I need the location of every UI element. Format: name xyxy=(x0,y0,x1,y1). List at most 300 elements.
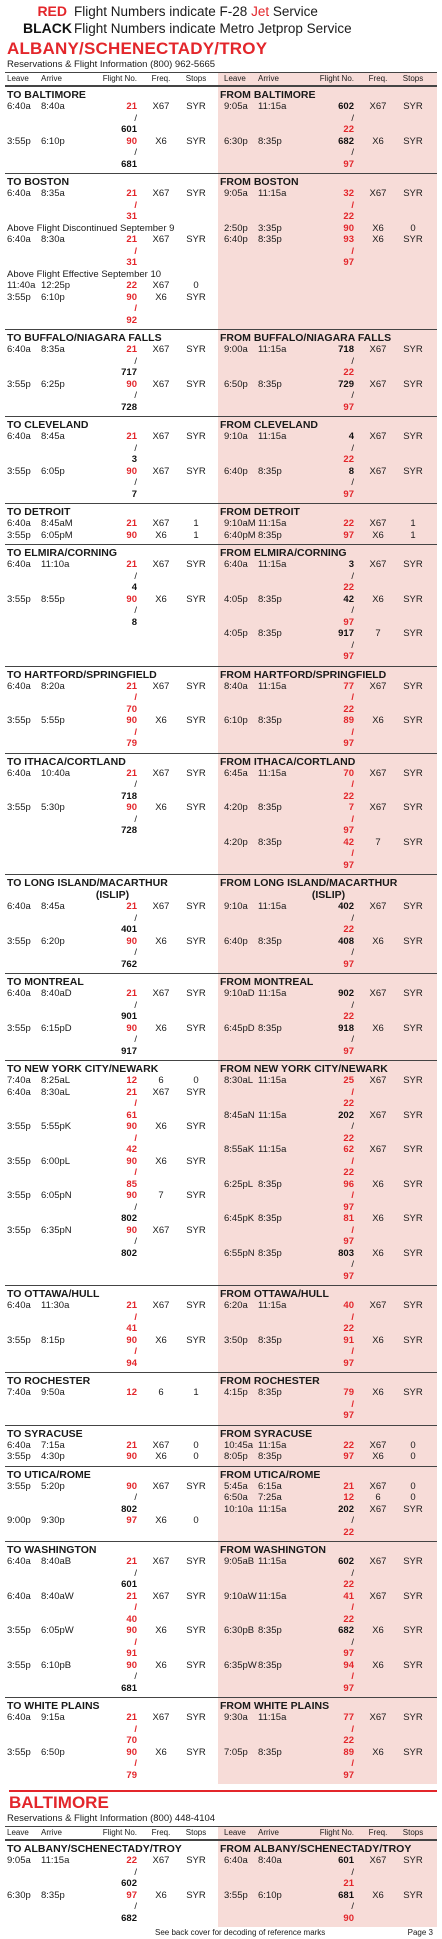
jetprop-flight-number: 682 xyxy=(338,1625,354,1636)
frequency: X67 xyxy=(369,1590,387,1602)
arrive-time: 9:50a xyxy=(41,1387,65,1398)
leave-time: 5:45a xyxy=(224,1480,248,1492)
jet-flight-number: 12 xyxy=(126,1075,137,1086)
flight-row xyxy=(5,1660,218,1695)
jet-flight-number: 21 xyxy=(126,988,137,999)
stops: SYR xyxy=(403,1109,423,1121)
leave-time: 10:10a xyxy=(224,1503,254,1515)
frequency: X6 xyxy=(372,1247,384,1259)
jet-flight-number: 90 xyxy=(126,1334,137,1346)
frequency: X6 xyxy=(155,1121,167,1132)
stops: SYR xyxy=(186,1746,206,1758)
route-title xyxy=(218,176,437,188)
flight-separator: / xyxy=(134,605,137,616)
flight-number xyxy=(87,1387,143,1399)
legend-red-line xyxy=(23,3,318,20)
legend-red-prefix: Flight Numbers indicate F-28 xyxy=(74,4,252,19)
stops: SYR xyxy=(186,1889,206,1901)
jet-flight-number: 97 xyxy=(343,488,354,500)
route-note: Above Flight Discontinued September 9 xyxy=(7,222,175,234)
route-title-text: FROM ELMIRA/CORNING xyxy=(220,547,347,559)
jet-flight-number: 90 xyxy=(126,378,137,390)
leave-time: 3:55p xyxy=(7,1121,31,1132)
stops: SYR xyxy=(186,1155,206,1167)
route-title-text: TO OTTAWA/HULL xyxy=(7,1288,100,1300)
arrive-time: 8:35a xyxy=(41,344,65,355)
route-title-text: TO HARTFORD/SPRINGFIELD xyxy=(7,668,157,681)
jet-flight-number: 21 xyxy=(126,1590,137,1602)
arrive-time: 6:10pB xyxy=(41,1659,72,1671)
jet-flight-number: 22 xyxy=(126,1855,137,1866)
arrive-time: 11:15a xyxy=(258,101,287,112)
arrive-time: 11:15a xyxy=(258,1075,287,1086)
jet-flight-number: 22 xyxy=(343,454,354,465)
route-title xyxy=(5,877,218,901)
flight-separator: / xyxy=(351,848,354,859)
jet-flight-number: 77 xyxy=(343,1712,354,1723)
jet-flight-number: 77 xyxy=(343,680,354,692)
arrive-time: 6:00pL xyxy=(41,1155,71,1167)
flight-row xyxy=(5,466,218,501)
leave-time: 6:40p xyxy=(224,935,248,947)
route-title xyxy=(218,669,437,681)
stops: SYR xyxy=(186,378,206,390)
flight-row xyxy=(218,1747,437,1782)
jet-flight-number: 97 xyxy=(343,158,354,170)
jet-flight-number: 90 xyxy=(126,1121,137,1132)
stops: SYR xyxy=(186,715,206,726)
flight-row xyxy=(218,1625,437,1660)
leave-time: 3:55p xyxy=(7,1746,31,1758)
frequency: 7 xyxy=(375,836,381,848)
leave-time: 3:55p xyxy=(7,1334,31,1346)
frequency: X6 xyxy=(372,529,384,541)
stops: SYR xyxy=(186,465,206,477)
jet-flight-number: 21 xyxy=(126,234,137,245)
flight-number xyxy=(87,1440,143,1452)
frequency: X67 xyxy=(152,680,170,692)
jet-flight-number: 90 xyxy=(126,291,137,303)
arrive-time: 8:35p xyxy=(258,1334,282,1346)
jet-flight-number-2: 97 xyxy=(343,257,354,268)
frequency: X6 xyxy=(372,1451,384,1462)
arrive-time: 6:35pN xyxy=(41,1224,72,1236)
stops: SYR xyxy=(403,1334,423,1346)
flight-separator: / xyxy=(134,1098,137,1109)
flight-separator: / xyxy=(351,199,354,211)
flight-row xyxy=(218,988,437,1023)
flight-number xyxy=(304,559,360,594)
jet-flight-number-2: 31 xyxy=(126,257,137,268)
jet-flight-number-2: 97 xyxy=(343,825,354,836)
flight-number xyxy=(87,681,143,716)
jet-flight-number: 97 xyxy=(126,1889,137,1901)
stops: SYR xyxy=(186,1712,206,1723)
frequency: X67 xyxy=(369,188,387,199)
flight-number xyxy=(87,188,143,223)
jet-flight-number: 90 xyxy=(126,1190,137,1201)
arrive-time: 11:15a xyxy=(258,518,287,529)
jet-flight-number-2: 91 xyxy=(126,1648,137,1659)
stops: SYR xyxy=(186,1086,206,1098)
leave-time: 6:45pK xyxy=(224,1213,255,1224)
flight-separator: / xyxy=(351,1311,354,1323)
jet-flight-number: 70 xyxy=(343,767,354,779)
stops: SYR xyxy=(403,628,423,639)
flight-row xyxy=(5,936,218,971)
flight-number xyxy=(304,1481,360,1493)
jetprop-flight-number: 717 xyxy=(121,367,137,378)
route-section xyxy=(218,1060,437,1285)
arrive-time: 8:30aL xyxy=(41,1086,71,1098)
route-title xyxy=(218,1469,437,1481)
jet-flight-number: 81 xyxy=(343,1213,354,1224)
flight-separator: / xyxy=(351,112,354,124)
flight-number xyxy=(304,1300,360,1335)
column-header-leave: Leave xyxy=(224,74,246,83)
leave-time: 9:10aW xyxy=(224,1590,257,1602)
route-note: Above Flight Effective September 10 xyxy=(7,268,162,280)
leave-time: 3:55p xyxy=(7,1224,31,1236)
jet-flight-number: 22 xyxy=(126,280,137,291)
frequency: X67 xyxy=(152,518,170,529)
frequency: 7 xyxy=(158,1190,164,1201)
route-title-text: TO NEW YORK CITY/NEWARK xyxy=(7,1063,159,1075)
flight-number xyxy=(304,837,360,872)
frequency: X67 xyxy=(152,988,170,999)
flight-row xyxy=(218,1855,437,1890)
leave-time: 4:15p xyxy=(224,1387,248,1398)
frequency: X67 xyxy=(152,344,170,355)
jet-flight-number: 90 xyxy=(126,1746,137,1758)
jet-flight-number: 22 xyxy=(343,1579,354,1590)
flight-number xyxy=(87,1855,143,1890)
jet-flight-number: 21 xyxy=(126,1712,137,1723)
jet-flight-number-2: 92 xyxy=(126,314,137,326)
column-header-flight: Flight No. xyxy=(102,1828,137,1837)
route-title-text: FROM WHITE PLAINS xyxy=(220,1700,330,1712)
frequency: X67 xyxy=(152,1439,170,1451)
arrive-time: 6:20p xyxy=(41,935,65,947)
flight-separator: / xyxy=(351,1398,354,1410)
flight-separator: / xyxy=(134,477,137,488)
leave-time: 3:55p xyxy=(7,1659,31,1671)
flight-row xyxy=(5,188,218,223)
flight-separator: / xyxy=(351,1758,354,1769)
frequency: X6 xyxy=(372,1178,384,1190)
leave-time: 8:40a xyxy=(224,680,248,692)
frequency: X67 xyxy=(369,559,387,570)
frequency: X67 xyxy=(369,101,387,112)
frequency: X6 xyxy=(372,1334,384,1346)
frequency: X67 xyxy=(152,1086,170,1098)
route-title xyxy=(5,1375,218,1387)
leave-time: 9:05a xyxy=(224,188,248,199)
route-subtitle: (ISLIP) xyxy=(95,889,130,901)
flight-row xyxy=(218,101,437,136)
flight-row xyxy=(218,1248,437,1283)
jetprop-flight-number: 917 xyxy=(121,1045,137,1057)
leave-time: 6:40a xyxy=(7,1712,31,1723)
flight-number xyxy=(304,1387,360,1422)
stops: SYR xyxy=(186,988,206,999)
route-title-text: TO BALTIMORE xyxy=(7,89,86,101)
frequency: X6 xyxy=(155,1515,167,1526)
flight-number xyxy=(87,1481,143,1516)
frequency: X6 xyxy=(155,291,167,303)
route-section xyxy=(5,1060,218,1262)
arrive-time: 8:30a xyxy=(41,234,65,245)
arrive-time: 8:35p xyxy=(258,802,282,813)
leave-time: 9:00a xyxy=(224,344,248,355)
arrive-time: 8:25aL xyxy=(41,1075,71,1086)
flight-number xyxy=(87,1087,143,1122)
leave-time: 6:40a xyxy=(7,1590,31,1602)
frequency: X67 xyxy=(152,431,170,442)
flight-separator: / xyxy=(351,813,354,825)
frequency: X6 xyxy=(155,1625,167,1636)
jetprop-flight-number: 202 xyxy=(338,1503,354,1515)
arrive-time: 6:10p xyxy=(41,135,65,147)
column-header-stops: Stops xyxy=(402,1828,424,1837)
baltimore-title: BALTIMORE xyxy=(9,1790,437,1812)
flight-row xyxy=(5,280,218,292)
jet-flight-number: 42 xyxy=(343,836,354,848)
column-header-leave: Leave xyxy=(7,1828,29,1837)
flight-number xyxy=(304,936,360,971)
frequency: X6 xyxy=(372,1022,384,1034)
arrive-time: 8:35p xyxy=(258,1746,282,1758)
leave-time: 3:55p xyxy=(7,935,31,947)
flight-separator: / xyxy=(134,1492,137,1503)
flight-number xyxy=(87,559,143,594)
leave-time: 6:50a xyxy=(224,1492,248,1503)
frequency: X67 xyxy=(152,1300,170,1311)
jetprop-flight-number: 402 xyxy=(338,901,354,912)
flight-number xyxy=(304,1023,360,1058)
flight-number xyxy=(304,518,360,530)
stops: SYR xyxy=(186,431,206,442)
frequency: X6 xyxy=(155,1746,167,1758)
jetprop-flight-number: 681 xyxy=(121,1682,137,1694)
stops: SYR xyxy=(403,1712,423,1723)
column-header-arrive: Arrive xyxy=(258,1828,279,1837)
jet-flight-number-2: 70 xyxy=(126,703,137,715)
stops: SYR xyxy=(186,101,206,112)
flight-separator: / xyxy=(134,1758,137,1769)
route-title xyxy=(218,547,437,559)
flight-number xyxy=(87,292,143,327)
frequency: X6 xyxy=(372,1625,384,1636)
frequency: X67 xyxy=(152,1224,170,1236)
frequency: X67 xyxy=(152,1556,170,1567)
frequency: X6 xyxy=(372,935,384,947)
leave-time: 3:50p xyxy=(224,1334,248,1346)
frequency: 6 xyxy=(158,1075,164,1086)
stops: SYR xyxy=(186,559,206,570)
leave-time: 3:55p xyxy=(7,715,31,726)
jet-flight-number-2: 22 xyxy=(343,703,354,715)
route-section xyxy=(5,86,218,173)
jetprop-flight-number: 4 xyxy=(131,582,137,593)
stops: SYR xyxy=(403,378,423,390)
leave-time: 3:55p xyxy=(7,1155,31,1167)
frequency: X6 xyxy=(372,1213,384,1224)
flight-separator: / xyxy=(351,1155,354,1167)
route-section xyxy=(5,329,218,416)
flight-row xyxy=(218,559,437,594)
frequency: X67 xyxy=(152,1712,170,1723)
flight-row xyxy=(218,1660,437,1695)
flight-number xyxy=(304,466,360,501)
arrive-time: 8:35p xyxy=(258,935,282,947)
route-section xyxy=(218,416,437,503)
jetprop-flight-number: 803 xyxy=(338,1247,354,1259)
flight-number xyxy=(304,1556,360,1591)
stops: SYR xyxy=(403,431,423,442)
jetprop-flight-number: 8 xyxy=(131,616,137,628)
route-title-text: TO BUFFALO/NIAGARA FALLS xyxy=(7,332,162,344)
frequency: X6 xyxy=(155,1889,167,1901)
leave-time: 6:40a xyxy=(7,1086,31,1098)
stops: SYR xyxy=(186,593,206,605)
flight-number xyxy=(87,802,143,837)
route-title-text: FROM MONTREAL xyxy=(220,976,314,988)
arrive-time: 11:15a xyxy=(258,1712,287,1723)
frequency: X67 xyxy=(369,1075,387,1086)
flight-row xyxy=(218,234,437,269)
flight-separator: / xyxy=(351,477,354,488)
route-section xyxy=(218,329,437,416)
stops: 1 xyxy=(410,518,416,529)
frequency: X6 xyxy=(372,1889,384,1901)
flight-number xyxy=(304,988,360,1023)
route-section xyxy=(218,1372,437,1425)
jetprop-flight-number: 802 xyxy=(121,1247,137,1259)
flight-number xyxy=(304,1335,360,1370)
leave-time: 6:40a xyxy=(7,559,31,570)
jet-flight-number: 21 xyxy=(126,518,137,529)
flight-row xyxy=(5,234,218,269)
flight-separator: / xyxy=(351,1086,354,1098)
frequency: X67 xyxy=(369,344,387,355)
flight-separator: / xyxy=(134,390,137,401)
flight-separator: / xyxy=(134,1866,137,1878)
jet-flight-number: 97 xyxy=(126,1515,137,1526)
baltimore-reservations: Reservations & Flight Information (800) 448-4104 xyxy=(7,1813,216,1824)
route-title xyxy=(218,756,437,768)
route-section xyxy=(218,666,437,753)
flight-number xyxy=(304,431,360,466)
arrive-time: 10:40a xyxy=(41,767,71,779)
column-header-row xyxy=(218,72,437,86)
jet-flight-number-2: 79 xyxy=(126,738,137,749)
jet-flight-number-2: 22 xyxy=(343,211,354,222)
jet-flight-number: 79 xyxy=(343,1387,354,1398)
flight-separator: / xyxy=(134,947,137,958)
stops: SYR xyxy=(186,188,206,199)
flight-row xyxy=(218,1481,437,1493)
route-title-text: TO SYRACUSE xyxy=(7,1427,83,1440)
stops: SYR xyxy=(403,101,423,112)
jetprop-flight-number: 918 xyxy=(338,1022,354,1034)
flight-number xyxy=(304,1248,360,1283)
jetprop-flight-number: 602 xyxy=(121,1878,137,1889)
jet-flight-number: 97 xyxy=(343,401,354,413)
stops: SYR xyxy=(403,1213,423,1224)
route-title-text: TO ITHACA/CORTLAND xyxy=(7,755,126,768)
flight-row xyxy=(5,1747,218,1782)
jet-flight-number: 12 xyxy=(126,1387,137,1398)
arrive-time: 11:15a xyxy=(258,431,287,442)
flight-number xyxy=(304,1504,360,1539)
stops: SYR xyxy=(186,1300,206,1311)
frequency: X6 xyxy=(155,1451,167,1462)
leave-time: 9:05a xyxy=(7,1855,31,1866)
leave-time: 7:40a xyxy=(7,1387,31,1398)
route-title-text: FROM NEW YORK CITY/NEWARK xyxy=(220,1063,388,1075)
jet-flight-number: 97 xyxy=(343,529,354,541)
leave-time: 10:45a xyxy=(224,1439,254,1451)
jet-flight-number: 21 xyxy=(126,1439,137,1451)
flight-row xyxy=(218,379,437,414)
column-header-leave: Leave xyxy=(224,1828,246,1837)
column-header-row xyxy=(218,1826,437,1840)
jetprop-flight-number: 762 xyxy=(121,958,137,970)
leave-time: 9:10a xyxy=(224,431,248,442)
frequency: X6 xyxy=(372,234,384,245)
frequency: X67 xyxy=(369,1556,387,1567)
jet-flight-number: 90 xyxy=(126,465,137,477)
flight-row xyxy=(218,594,437,629)
flight-row xyxy=(218,628,437,663)
leave-time: 6:40a xyxy=(7,680,31,692)
jetprop-flight-number: 602 xyxy=(338,101,354,112)
arrive-time: 8:35p xyxy=(258,1022,282,1034)
frequency: X6 xyxy=(372,1659,384,1671)
flight-row xyxy=(5,594,218,629)
arrive-time: 11:15a xyxy=(41,1855,70,1866)
route-section xyxy=(218,753,437,875)
jet-flight-number: 21 xyxy=(126,101,137,112)
flight-number xyxy=(87,101,143,136)
stops: 0 xyxy=(193,280,199,291)
leave-time: 6:30pB xyxy=(224,1625,255,1636)
flight-number xyxy=(87,1156,143,1191)
jet-flight-number-2: 22 xyxy=(343,1323,354,1334)
route-title xyxy=(5,756,218,768)
jet-flight-number: 97 xyxy=(343,1270,354,1282)
flight-row xyxy=(218,1451,437,1463)
flight-row xyxy=(5,1075,218,1087)
flight-number xyxy=(87,1121,143,1156)
flight-separator: / xyxy=(351,147,354,158)
flight-number xyxy=(87,1023,143,1058)
frequency: X6 xyxy=(372,593,384,605)
stops: SYR xyxy=(403,1387,423,1398)
flight-row xyxy=(218,1300,437,1335)
route-title xyxy=(218,1843,437,1855)
jet-flight-number: 94 xyxy=(343,1659,354,1671)
jet-flight-number: 25 xyxy=(343,1075,354,1086)
leave-time: 6:45pD xyxy=(224,1022,255,1034)
route-title xyxy=(5,669,218,681)
flight-row xyxy=(218,1890,437,1925)
column-header-stops: Stops xyxy=(185,74,207,83)
jet-flight-number-2: 97 xyxy=(343,1410,354,1421)
stops: SYR xyxy=(186,901,206,912)
stops: SYR xyxy=(186,1224,206,1236)
